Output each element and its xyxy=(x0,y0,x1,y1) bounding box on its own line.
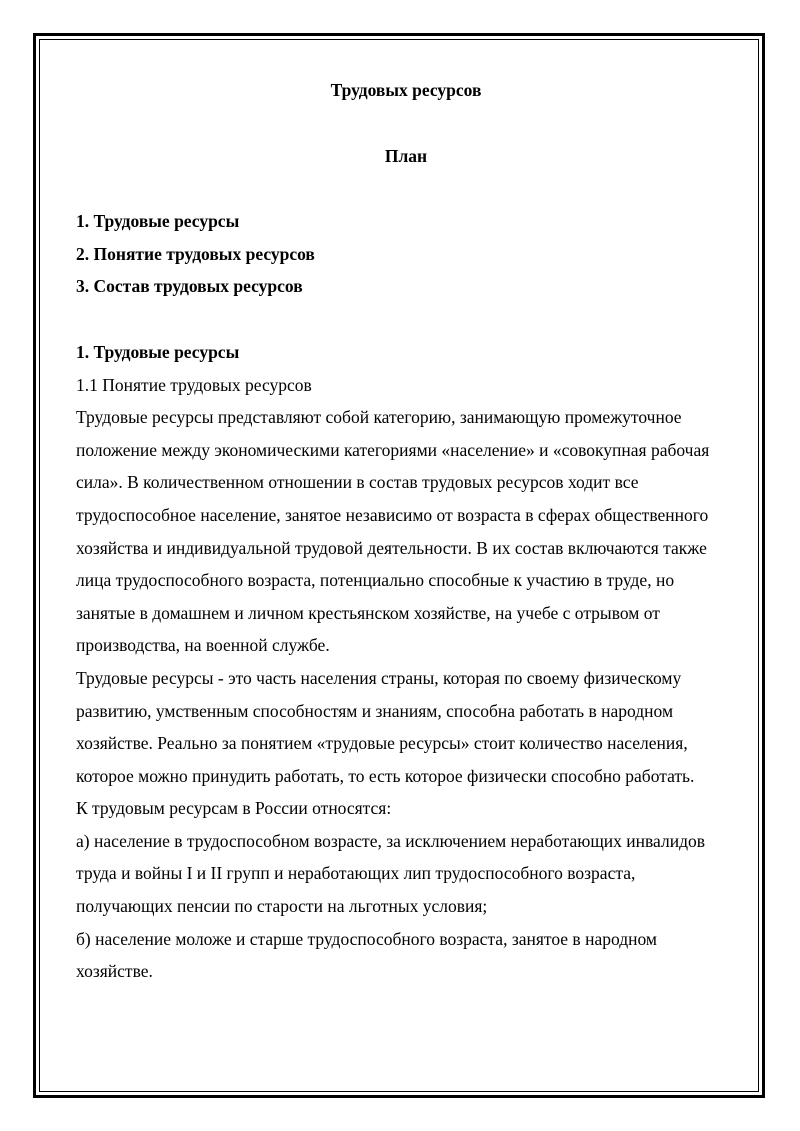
paragraph: Трудовые ресурсы - это часть населения страны, которая по своему физическому развитию, умственным способностям и знаниям, способна работать в народном хозяйстве. Реально за понятием «трудовые ресурсы» стоит количество населения, которое можно принудить работать, то есть которое физически способно работать. xyxy=(76,667,695,786)
plan-item: 2. Понятие трудовых ресурсов xyxy=(76,243,315,264)
plan-list xyxy=(76,205,736,303)
paragraph: а) население в трудоспособном возрасте, за исключением неработающих инвалидов труда и войны I и II групп и неработающих лип трудоспособного возраста, получающих пенсии по старости на льготных условия; xyxy=(76,830,705,917)
paragraph: К трудовым ресурсам в России относятся: xyxy=(76,798,392,819)
document-title: Трудовых ресурсов xyxy=(330,80,482,100)
paragraph: Трудовые ресурсы представляют собой категорию, занимающую промежуточное положение между экономическими категориями «население» и «совокупная рабочая сила». В количественном отношении в состав трудовых ресурсов ходит все трудоспособное население, занятое независимо от возраста в сферах общественного хозяйства и индивидуальной трудовой деятельности. В их состав включаются также лица трудоспособного возраста, потенциально способные к участию в труде, но занятые в домашнем и личном крестьянском хозяйстве, на учебе с отрывом от производства, на военной службе. xyxy=(76,407,710,656)
paragraph: б) население моложе и старше трудоспособного возраста, занятое в народном хозяйстве. xyxy=(76,928,657,982)
document-body xyxy=(76,74,736,988)
plan-item: 3. Состав трудовых ресурсов xyxy=(76,276,303,297)
subsection-heading: 1.1 Понятие трудовых ресурсов xyxy=(76,374,312,395)
plan-heading: План xyxy=(384,145,428,166)
section-heading: 1. Трудовые ресурсы xyxy=(76,341,240,362)
plan-item: 1. Трудовые ресурсы xyxy=(76,211,240,232)
